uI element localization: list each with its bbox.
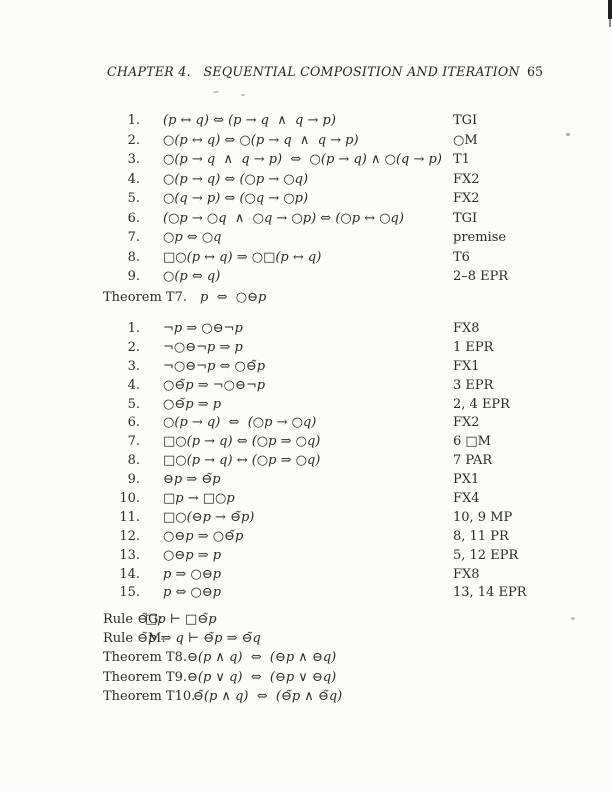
step-number: 2. xyxy=(127,132,140,148)
step-number: 10. xyxy=(119,491,140,507)
step-justification: TGI xyxy=(453,210,478,226)
theorem-line xyxy=(0,668,612,687)
theorem-line xyxy=(0,648,612,667)
proof-row xyxy=(0,339,612,358)
step-number: 5. xyxy=(127,191,140,206)
step-justification: 5, 12 EPR xyxy=(453,547,519,563)
theorem-label: Theorem T10. xyxy=(103,688,196,704)
step-formula: ¬p ⇒ ○⊖¬p xyxy=(163,321,243,336)
step-formula: ○(p → q) ⇔ (○p → ○q) xyxy=(163,171,309,187)
step-number: 1. xyxy=(127,321,140,336)
chapter-title: CHAPTER 4. SEQUENTIAL COMPOSITION AND ITERATION xyxy=(107,64,520,79)
step-number: 2. xyxy=(127,339,140,355)
step-formula: ○p ⇔ ○q xyxy=(163,230,222,245)
step-number: 3. xyxy=(127,358,140,374)
step-number: 5. xyxy=(127,396,140,412)
proof-row xyxy=(0,320,612,339)
step-justification: T6 xyxy=(453,249,470,265)
step-justification: PX1 xyxy=(453,472,480,488)
proof-row xyxy=(0,584,612,603)
proof-row xyxy=(0,377,612,396)
theorem-t7-label: Theorem T7. xyxy=(103,290,188,305)
step-number: 7. xyxy=(127,434,140,450)
step-justification: FX2 xyxy=(453,171,480,187)
step-justification: premise xyxy=(453,230,507,245)
theorem-formula: ⊖(p ∧ q) ⇔ (⊖p ∧ ⊖q) xyxy=(187,650,337,666)
step-justification: FX4 xyxy=(453,491,480,507)
theorem-t7-line xyxy=(0,288,612,308)
step-justification: FX8 xyxy=(453,566,480,582)
proof-row xyxy=(0,150,612,170)
step-formula: ○(q → p) ⇔ (○q → ○p) xyxy=(163,191,309,206)
proof-row xyxy=(0,566,612,585)
proof-row xyxy=(0,396,612,415)
step-formula: ¬○⊖¬p ⇒ p xyxy=(163,339,243,355)
scan-speck xyxy=(213,91,219,94)
step-number: 4. xyxy=(127,377,140,393)
step-formula: □○(⊖p → ⊖̃p) xyxy=(163,509,255,525)
proof-row xyxy=(0,189,612,209)
theorem-label: Theorem T8. xyxy=(103,650,188,666)
scan-artifact-bar-tail xyxy=(609,19,611,27)
step-justification: FX1 xyxy=(453,358,480,374)
step-formula: ○(p → q ∧ q → p) ⇔ ○(p → q) ∧ ○(q → p) xyxy=(163,152,442,167)
proof-row xyxy=(0,267,612,287)
step-formula: □○(p → q) ⇔ (○p ⇒ ○q) xyxy=(163,434,321,450)
step-formula: p ⇔ ○⊖p xyxy=(163,585,222,601)
proof-row xyxy=(0,471,612,490)
rule-line xyxy=(0,629,612,648)
page-header xyxy=(0,64,612,80)
rule-formula: □p ⊢ □⊖̃p xyxy=(145,612,217,627)
theorem-t7-formula: p ⇔ ○⊖p xyxy=(200,290,267,305)
proof-row xyxy=(0,209,612,229)
step-number: 6. xyxy=(127,210,140,226)
proof-row xyxy=(0,528,612,547)
proof-row xyxy=(0,490,612,509)
step-formula: p ⇒ ○⊖p xyxy=(163,566,222,582)
step-formula: □○(p ↔ q) ⇒ ○□(p ↔ q) xyxy=(163,249,322,265)
step-justification: T1 xyxy=(453,152,470,167)
rule-line xyxy=(0,610,612,629)
step-number: 9. xyxy=(127,269,140,284)
proof-row xyxy=(0,414,612,433)
step-number: 8. xyxy=(127,249,140,265)
step-justification: 2, 4 EPR xyxy=(453,396,510,412)
step-number: 11. xyxy=(119,509,140,525)
step-formula: ○(p ⇔ q) xyxy=(163,269,221,284)
page-number: 65 xyxy=(527,64,544,79)
step-number: 4. xyxy=(127,171,140,187)
step-number: 7. xyxy=(127,230,140,245)
step-justification: TGI xyxy=(453,113,478,128)
proof-row xyxy=(0,111,612,131)
step-justification: 13, 14 EPR xyxy=(453,585,527,601)
proof-row xyxy=(0,131,612,151)
proof-list-1 xyxy=(0,111,612,287)
step-formula: ○⊖p ⇒ p xyxy=(163,547,222,563)
proof-row xyxy=(0,248,612,268)
rules-theorems-block xyxy=(0,610,612,706)
proof-row xyxy=(0,433,612,452)
step-formula: ○(p ↔ q) ⇔ ○(p → q ∧ q → p) xyxy=(163,132,359,148)
step-justification: 10, 9 MP xyxy=(453,509,513,525)
step-justification: 3 EPR xyxy=(453,377,494,393)
step-number: 9. xyxy=(127,472,140,488)
step-justification: 8, 11 PR xyxy=(453,528,509,544)
step-justification: 7 PAR xyxy=(453,453,493,469)
step-formula: (p ↔ q) ⇔ (p → q ∧ q → p) xyxy=(163,113,336,128)
step-justification: 6 □M xyxy=(453,434,491,450)
scan-speck xyxy=(241,94,245,96)
rule-label: Rule ⊖̃M: xyxy=(103,631,166,647)
step-number: 15. xyxy=(119,585,140,601)
step-justification: FX2 xyxy=(453,191,480,206)
step-formula: ○⊖̃p ⇒ p xyxy=(163,396,222,412)
step-number: 12. xyxy=(119,528,140,544)
proof-row xyxy=(0,547,612,566)
proof-list-2 xyxy=(0,320,612,603)
step-formula: ¬○⊖¬p ⇔ ○⊖̃p xyxy=(163,358,266,374)
theorem-line xyxy=(0,687,612,706)
proof-row xyxy=(0,170,612,190)
step-number: 8. xyxy=(127,453,140,469)
theorem-label: Theorem T9. xyxy=(103,669,188,685)
step-justification: ○M xyxy=(453,132,478,148)
step-formula: □p → □○p xyxy=(163,491,235,507)
step-formula: □○(p → q) ↔ (○p ⇒ ○q) xyxy=(163,453,321,469)
proof-row xyxy=(0,452,612,471)
step-justification: FX8 xyxy=(453,321,480,336)
step-formula: ○⊖̃p ⇒ ¬○⊖¬p xyxy=(163,377,266,393)
theorem-formula: ⊖(p ∨ q) ⇔ (⊖p ∨ ⊖q) xyxy=(187,669,337,685)
step-justification: 1 EPR xyxy=(453,339,494,355)
step-number: 3. xyxy=(127,152,140,167)
step-justification: 2–8 EPR xyxy=(453,269,509,284)
proof-row xyxy=(0,228,612,248)
proof-row xyxy=(0,358,612,377)
step-formula: (○p → ○q ∧ ○q → ○p) ⇔ (○p ↔ ○q) xyxy=(163,210,404,226)
step-formula: ○(p → q) ⇔ (○p → ○q) xyxy=(163,415,317,431)
step-number: 6. xyxy=(127,415,140,431)
step-number: 1. xyxy=(127,113,140,128)
rule-formula: p ⇒ q ⊢ ⊖̃p ⇒ ⊖̃q xyxy=(148,631,261,647)
step-justification: FX2 xyxy=(453,415,480,431)
proof-row xyxy=(0,509,612,528)
scan-artifact-bar xyxy=(608,0,612,19)
theorem-formula: ⊖̃(p ∧ q) ⇔ (⊖̃p ∧ ⊖̃q) xyxy=(193,688,343,704)
step-number: 13. xyxy=(119,547,140,563)
step-formula: ○⊖p ⇒ ○⊖̃p xyxy=(163,528,244,544)
step-formula: ⊖p ⇒ ⊖̃p xyxy=(163,472,221,488)
step-number: 14. xyxy=(119,566,140,582)
rule-label: Rule ⊖̃G: xyxy=(103,612,163,627)
